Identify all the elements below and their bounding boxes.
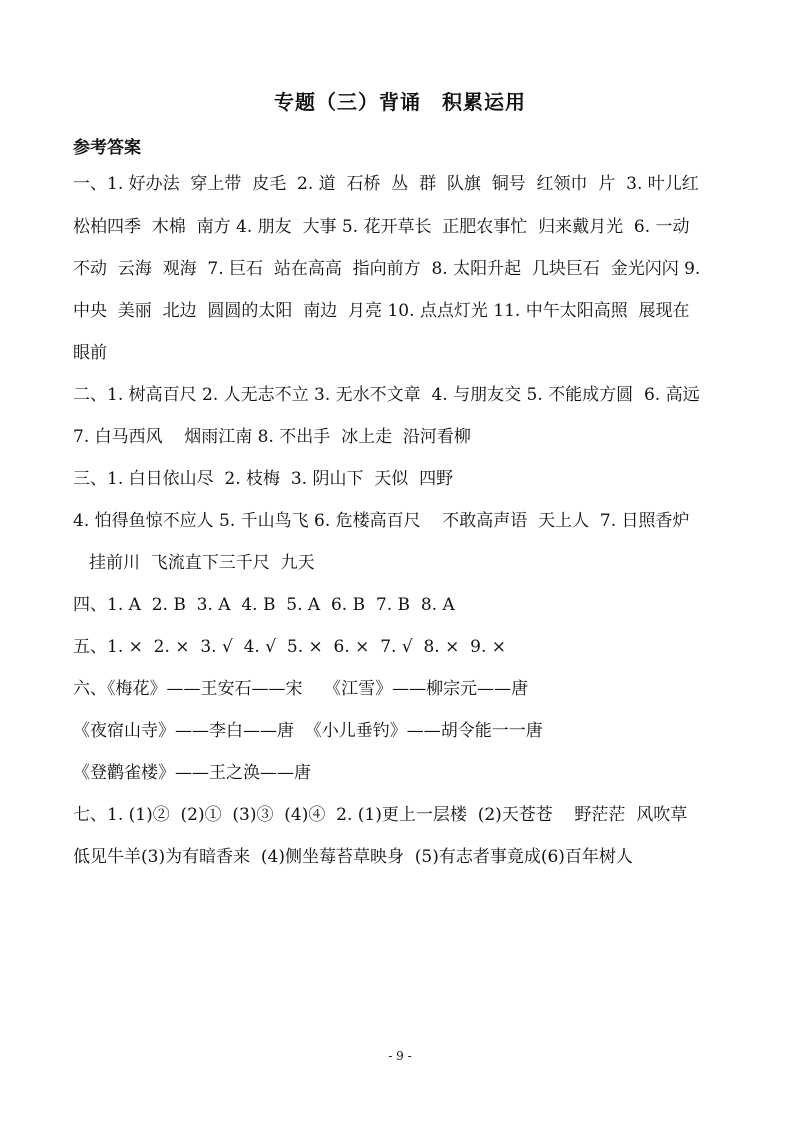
answer-line-14: 《夜宿山寺》——李白——唐 《小儿垂钓》——胡令能一一唐 [73,721,543,741]
document-title: 专题（三）背诵 积累运用 [274,90,526,114]
answer-line-1: 一、1. 好办法 穿上带 皮毛 2. 道 石桥 丛 群 队旗 铜号 红领巾 片 3. 叶儿红 [73,174,699,194]
answer-line-17: 低见牛羊(3)为有暗香来 (4)侧坐莓苔草映身 (5)有志者事竟成(6)百年树人 [73,847,633,867]
answer-line-8: 三、1. 白日依山尽 2. 枝梅 3. 阴山下 天似 四野 [73,469,454,489]
answer-line-15: 《登鹳雀楼》——王之涣——唐 [73,763,311,783]
answer-line-13: 六、《梅花》——王安石——宋 《江雪》——柳宗元——唐 [73,679,529,699]
answer-heading: 参考答案 [73,138,141,158]
answer-line-6: 二、1. 树高百尺 2. 人无志不立 3. 无水不文章 4. 与朋友交 5. 不能成方圆 6. 高远 [73,385,700,405]
answer-line-3: 不动 云海 观海 7. 巨石 站在高高 指向前方 8. 太阳升起 几块巨石 金光闪闪 9. [73,259,701,279]
answer-line-7: 7. 白马西风 烟雨江南 8. 不出手 冰上走 沿河看柳 [73,427,471,447]
answer-line-11: 四、1. A 2. B 3. A 4. B 5. A 6. B 7. B 8. A [73,595,455,615]
page-number: - 9 - [388,1049,412,1063]
answer-line-4: 中央 美丽 北边 圆圆的太阳 南边 月亮 10. 点点灯光 11. 中午太阳高照 展现在 [73,301,690,321]
answer-line-2: 松柏四季 木棉 南方 4. 朋友 大事 5. 花开草长 正肥农事忙 归来戴月光 6. 一动 [73,217,690,237]
answer-line-9: 4. 怕得鱼惊不应人 5. 千山鸟飞 6. 危楼高百尺 不敢高声语 天上人 7. 日照香炉 [73,511,690,531]
answer-line-5: 眼前 [73,343,107,363]
answer-line-12: 五、1. × 2. × 3. √ 4. √ 5. × 6. × 7. √ 8. × 9. × [73,637,507,657]
answer-line-16: 七、1. (1)② (2)① (3)③ (4)④ 2. (1)更上一层楼 (2)天苍苍 野茫茫 风吹草 [73,805,688,825]
answer-line-10: 挂前川 飞流直下三千尺 九天 [89,553,315,573]
